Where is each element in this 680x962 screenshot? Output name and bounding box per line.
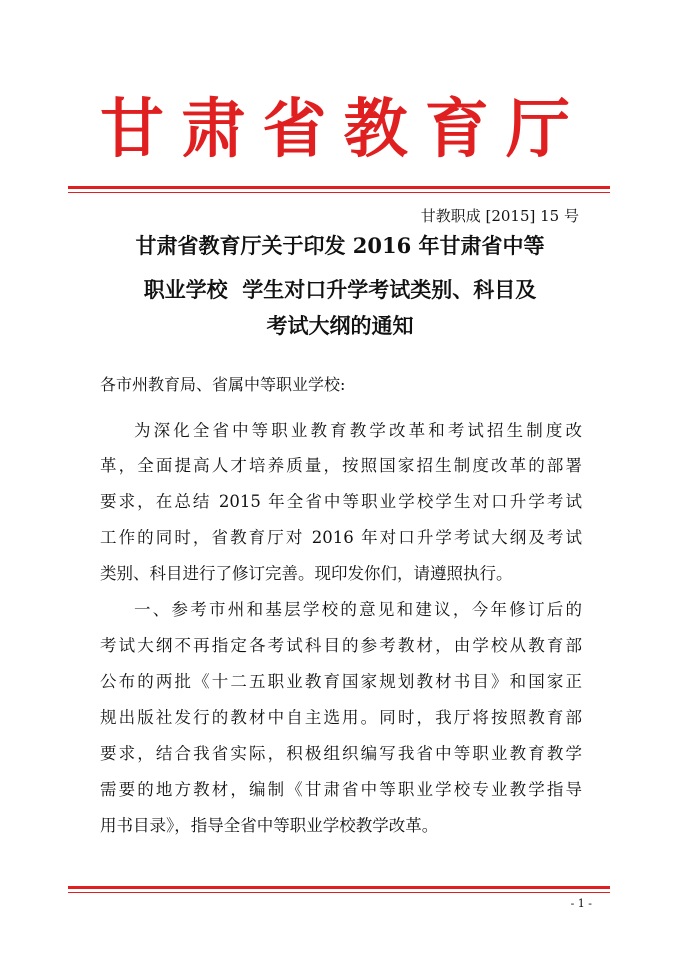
paragraph-2-line: 用书目录》，指导全省中等职业学校教学改革。 bbox=[100, 816, 439, 835]
paragraph-1-line: 要求，在总结 2015 年全省中等职业学校学生对口升学考试 bbox=[100, 492, 582, 511]
masthead-rule-thick bbox=[68, 186, 610, 189]
document-number: 甘教职成 [2015] 15 号 bbox=[420, 207, 579, 225]
paragraph-1-line: 类别、科目进行了修订完善。现印发你们，请遵照执行。 bbox=[100, 564, 513, 583]
paragraph-2-line: 公布的两批《十二五职业教育国家规划教材书目》和国家正 bbox=[100, 672, 582, 691]
document-masthead: 甘肃省教育厅 bbox=[100, 92, 570, 167]
salutation: 各市州教育局、省属中等职业学校: bbox=[100, 375, 346, 394]
masthead-rule-thin bbox=[68, 192, 610, 193]
footer-rule-thin bbox=[68, 892, 610, 893]
paragraph-2-line: 一、参考市州和基层学校的意见和建议，今年修订后的 bbox=[134, 600, 582, 619]
paragraph-2-line: 规出版社发行的教材中自主选用。同时，我厅将按照教育部 bbox=[100, 708, 582, 727]
paragraph-1-line: 工作的同时，省教育厅对 2016 年对口升学考试大纲及考试 bbox=[100, 528, 582, 547]
footer-rule-thick bbox=[68, 886, 610, 889]
document-title-line-2: 职业学校 学生对口升学考试类别、科目及 bbox=[143, 277, 537, 302]
page-number: - 1 - bbox=[570, 897, 592, 910]
paragraph-1-line: 为深化全省中等职业教育教学改革和考试招生制度改 bbox=[134, 421, 582, 440]
paragraph-2-line: 需要的地方教材，编制《甘肃省中等职业学校专业教学指导 bbox=[100, 780, 582, 799]
document-title-line-3: 考试大纲的通知 bbox=[266, 313, 414, 338]
paragraph-2-line: 要求，结合我省实际，积极组织编写我省中等职业教育教学 bbox=[100, 744, 582, 763]
paragraph-1-line: 革，全面提高人才培养质量，按照国家招生制度改革的部署 bbox=[100, 456, 582, 475]
paragraph-2-line: 考试大纲不再指定各考试科目的参考教材，由学校从教育部 bbox=[100, 636, 582, 655]
document-title-line-1: 甘肃省教育厅关于印发 2016 年甘肃省中等 bbox=[135, 233, 545, 258]
